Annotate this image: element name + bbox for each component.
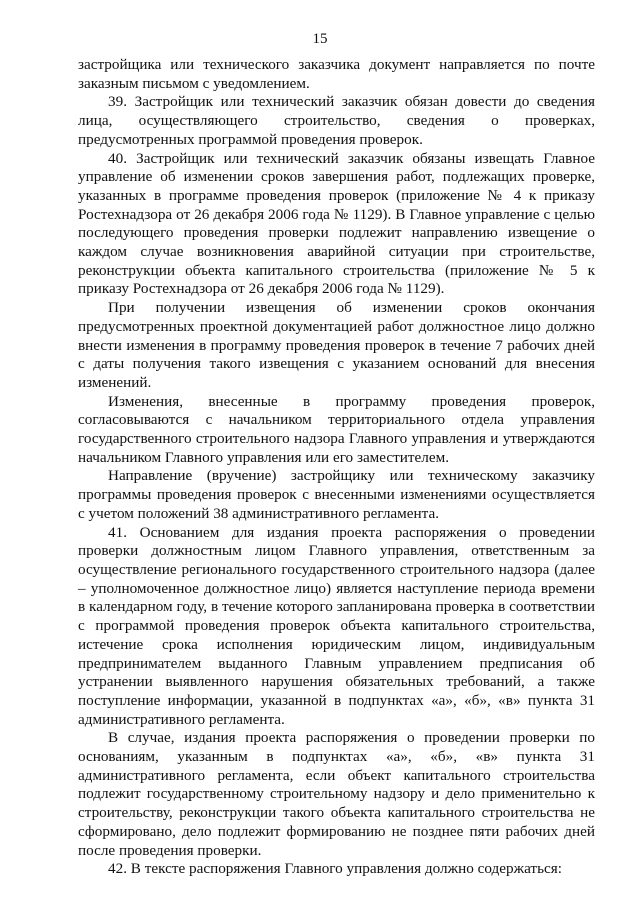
paragraph-changes-approval: Изменения, внесенные в программу проведения проверок, согласовываются с начальником территориального отдела управления государственного строительного надзора Главного управления и утверждаются начальником Главного управления или его заместителем. — [78, 392, 595, 466]
paragraph-case: В случае, издания проекта распоряжения о проведении проверки по основаниям, указанным в подпунктах «а», «б», «в» пункта 31 административного регламента, если объект капитального строительства подлежит государственному строительному надзору и дело применительно к строительству, реконструкции такого объекта капитального строительства не сформировано, дело подлежит формированию не позднее пяти рабочих дней после проведения проверки. — [78, 729, 595, 859]
paragraph-40: 40. Застройщик или технический заказчик обязаны извещать Главное управление об изменении сроков завершения работ, подлежащих проверке, указанных в программе проведения проверок (приложение № 4 к приказу Ростехнадзора от 26 декабря 2006 года № 1129). В Главное управление с целью последующего проведения проверки подлежит направлению извещение о каждом случае возникновения аварийной ситуации при строительстве, реконструкции объекта капитального строительства (приложение № 5 к приказу Ростехнадзора от 26 декабря 2006 года № 1129). — [78, 149, 595, 298]
paragraph-41: 41. Основанием для издания проекта распоряжения о проведении проверки должностным лицом Главного управления, ответственным за осуществление регионального государственного строительного надзора (далее – уполномоченное должностное лицо) является наступление периода времени в календарном году, в течение которого запланирована проверка в соответствии с программой проведения проверок объекта капитального строительства, истечение срока исполнения юридическим лицом, индивидуальным предпринимателем выданного Главным управлением предписания об устранении выявленного нарушения обязательных требований, а также поступление информации, указанной в подпунктах «а», «б», «в» пункта 31 административного регламента. — [78, 523, 595, 728]
paragraph-notice-change: При получении извещения об изменении сроков окончания предусмотренных проектной документацией работ должностное лицо должно внести изменения в программу проведения проверок в течение 7 рабочих дней с даты получения такого извещения с указанием оснований для внесения изменений. — [78, 299, 595, 391]
paragraph-delivery: Направление (вручение) застройщику или техническому заказчику программы проведения проверок с внесенными изменениями осуществляется с учетом положений 38 административного регламента. — [78, 467, 595, 522]
paragraph-42: 42. В тексте распоряжения Главного управления должно содержаться: — [108, 860, 562, 878]
paragraph-39: 39. Застройщик или технический заказчик обязан довести до сведения лица, осуществляющего строительство, сведения о проверках, предусмотренных программой проведения проверок. — [78, 93, 595, 148]
page-number: 15 — [312, 31, 328, 47]
paragraph-continuation: застройщика или технического заказчика документ направляется по почте заказным письмом с уведомлением. — [78, 56, 595, 92]
document-body — [78, 56, 595, 879]
